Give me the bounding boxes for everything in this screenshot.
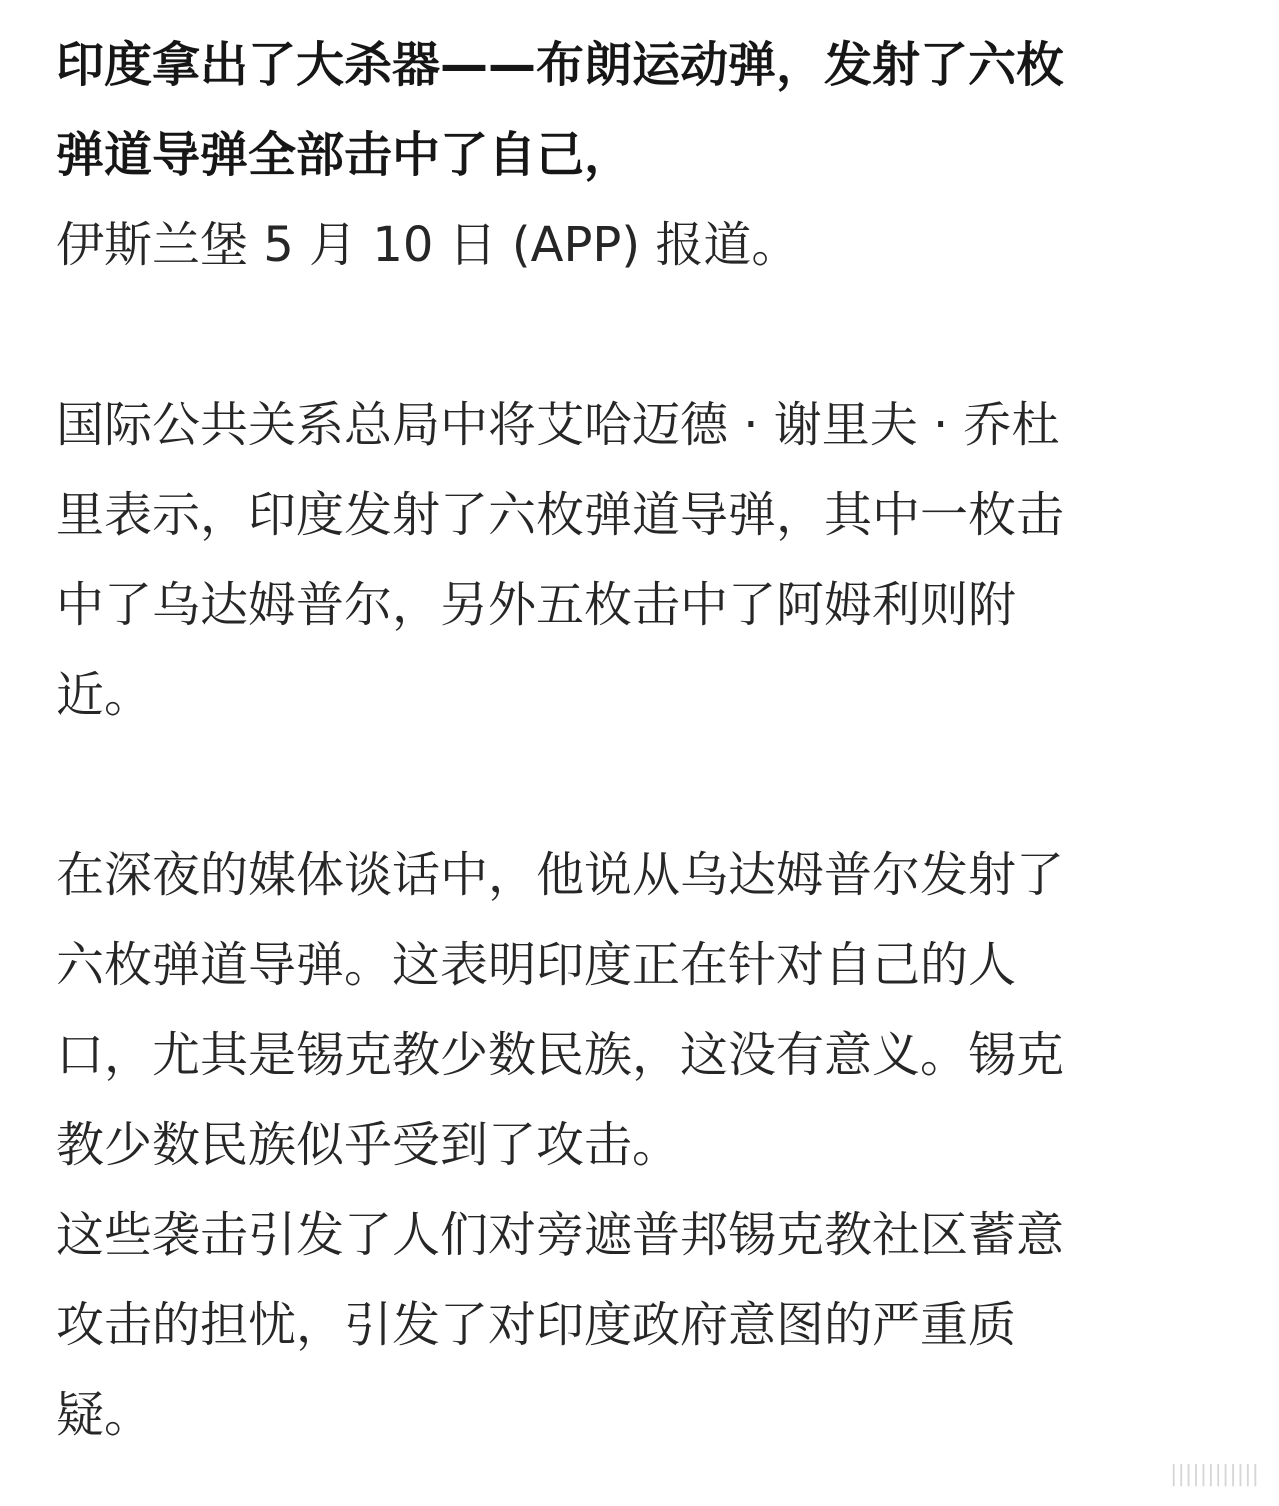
paragraph-line: 中了乌达姆普尔，另外五枚击中了阿姆利则附 xyxy=(56,577,1017,633)
article xyxy=(56,20,1236,1460)
paragraph-1 xyxy=(56,380,1236,740)
dateline: 伊斯兰堡 5 月 10 日 (APP) 报道。 xyxy=(56,217,800,273)
title-line: 印度拿出了大杀器——布朗运动弹，发射了六枚 xyxy=(56,37,1065,93)
paragraph-line: 疑。 xyxy=(56,1387,153,1443)
paragraph-line: 这些袭击引发了人们对旁遮普邦锡克教社区蓄意 xyxy=(56,1207,1065,1263)
article-title xyxy=(56,20,1236,200)
paragraph-line: 近。 xyxy=(56,667,153,723)
paragraph-line: 在深夜的媒体谈话中，他说从乌达姆普尔发射了 xyxy=(56,847,1065,903)
paragraph-line: 里表示，印度发射了六枚弹道导弹，其中一枚击 xyxy=(56,487,1065,543)
paragraph-spacer xyxy=(56,290,1236,380)
paragraph-2 xyxy=(56,830,1236,1190)
paragraph-3 xyxy=(56,1190,1236,1460)
paragraph-line: 六枚弹道导弹。这表明印度正在针对自己的人 xyxy=(56,937,1017,993)
paragraph-line: 教少数民族似乎受到了攻击。 xyxy=(56,1117,681,1173)
watermark: |||||||||||| xyxy=(1170,1462,1259,1487)
paragraph-line: 口，尤其是锡克教少数民族，这没有意义。锡克 xyxy=(56,1027,1065,1083)
paragraph-line: 国际公共关系总局中将艾哈迈德 · 谢里夫 · 乔杜 xyxy=(56,397,1060,453)
paragraph-spacer xyxy=(56,740,1236,830)
title-line: 弹道导弹全部击中了自己， xyxy=(56,127,633,183)
paragraph-line: 攻击的担忧，引发了对印度政府意图的严重质 xyxy=(56,1297,1017,1353)
article-body xyxy=(56,200,1236,1460)
